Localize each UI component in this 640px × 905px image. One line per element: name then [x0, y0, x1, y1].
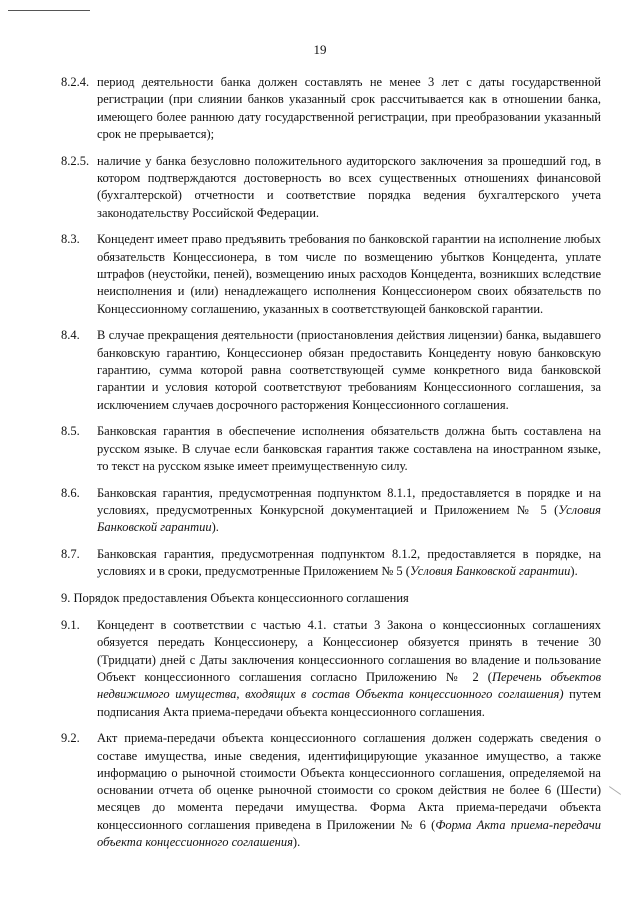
clause-8-7 [61, 546, 601, 581]
clause-text: период деятельности банка должен составлять не менее 3 лет с даты государственной регистрации (при слиянии банков указанный срок рассчитывается как в отношении банка, имеющего более раннюю дату государственной регистрации, при преобразовании указанный срок не прерывается); [97, 75, 601, 141]
clause-number: 8.6. [61, 485, 80, 500]
page-number: 19 [313, 42, 327, 57]
clause-number: 9.1. [61, 618, 80, 633]
italic-reference: Перечень объектов недвижимого имущества, входящих в состав Объекта концессионного соглашения) [97, 669, 602, 702]
clause-number: 8.5. [61, 424, 80, 439]
clause-text: наличие у банка безусловно положительного аудиторского заключения за прошедший год, в котором подтверждаются достоверность во всех существенных отношениях финансовой (бухгалтерской) отчетности и соответствие порядка ведения бухгалтерского учета законодательству Российской Федерации. [97, 153, 601, 220]
italic-reference: Форма Акта приема-передачи объекта концессионного соглашения [97, 817, 601, 850]
italic-reference: Условия Банковской гарантии [97, 503, 601, 535]
clause-8-4 [61, 327, 601, 413]
italic-reference: Условия Банковской гарантии [409, 564, 571, 579]
clause-text: Акт приема-передачи объекта концессионного соглашения должен содержать сведения о составе имущества, иные сведения, идентифицирующие указанное имущество, а также информацию о рыночной стоимости Объекта концессионного соглашения, определяемой на основании отчета об оценке рыночной стоимости со сроком действия не более 6 (Шести) месяцев до момента передачи имущества. Форма Акта приема-передачи объекта концессионного соглашения приведена в Приложении № 6 (Форма Акта приема-передачи объекта концессионного соглашения). [97, 731, 601, 850]
clause-text: В случае прекращения деятельности (приостановления действия лицензии) банка, выдавшего банковскую гарантию, Концессионер обязан предоставить Концеденту новую банковскую гарантию, сумма которой равна соответствующей сумме конкретного вида банковской гарантии и условия которой соответствуют требованиям Концессионного соглашения, за исключением случаев досрочного расторжения Концессионного соглашения. [97, 328, 601, 412]
clause-number: 8.2.5. [61, 153, 90, 168]
clause-text: Концедент в соответствии с частью 4.1. статьи 3 Закона о концессионных соглашениях обязуется передать Концессионеру, а Концессионер обязуется принять в течение 30 (Тридцати) дней с Даты заключения концессионного соглашения во владение и пользование Объект концессионного соглашения согласно Приложению № 2 (Перечень объектов недвижимого имущества, входящих в состав Объекта концессионного соглашения) путем подписания Акта приема-передачи объекта концессионного соглашения. [97, 618, 602, 719]
clause-8-2-4 [61, 74, 601, 143]
scan-artifact [609, 786, 621, 795]
clause-number: 8.2.4. [61, 75, 90, 89]
section-9-heading: 9. Порядок предоставления Объекта концессионного соглашения [61, 591, 409, 606]
clause-text: Банковская гарантия, предусмотренная подпунктом 8.1.2, предоставляется в порядке, на условиях и в сроки, предусмотренные Приложением № 5 (Условия Банковской гарантии). [97, 547, 601, 579]
clause-8-3 [61, 231, 601, 317]
clause-8-5 [61, 423, 601, 475]
clause-number: 8.4. [61, 328, 80, 343]
clause-text: Концедент имеет право предъявить требования по банковской гарантии на исполнение любых обязательств Концессионера, в том числе по возмещению убытков Концедента, уплате штрафов (неустойки, пеней), возмещению иных расходов Концедента, возникших вследствие неисполнения и (или) ненадлежащего исполнения Концессионером своих обязательств по Концессионному соглашению, указанных в соответствующей банковской гарантии. [97, 232, 601, 316]
clause-text: Банковская гарантия в обеспечение исполнения обязательств должна быть составлена на русском языке. В случае если банковская гарантия также составлена на иностранном языке, то текст на русском языке имеет преимущественную силу. [97, 424, 601, 473]
clause-8-6 [61, 485, 601, 537]
clause-8-2-5 [61, 153, 601, 222]
clause-9-1 [61, 617, 601, 721]
clause-text: Банковская гарантия, предусмотренная подпунктом 8.1.1, предоставляется в порядке и на условиях, предусмотренных Конкурсной документацией и Приложением № 5 (Условия Банковской гарантии). [97, 485, 601, 535]
clause-number: 9.2. [61, 731, 80, 746]
clause-9-2 [61, 730, 601, 851]
header-rule [8, 10, 90, 11]
page-body [61, 74, 601, 861]
clause-number: 8.7. [61, 547, 80, 562]
clause-number: 8.3. [61, 232, 80, 247]
